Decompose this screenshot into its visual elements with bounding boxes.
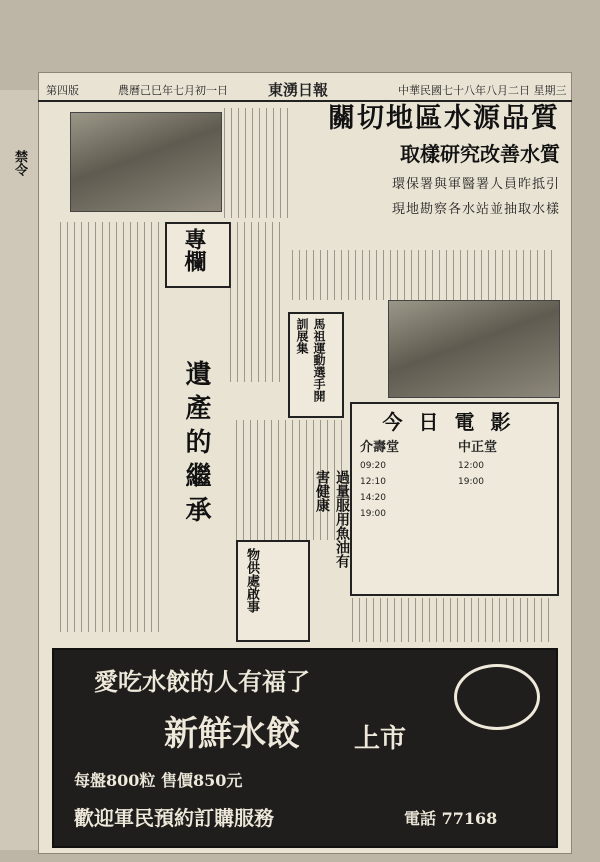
column-text-right (230, 222, 285, 382)
mid-box-headline: 過量服用魚油有害健康 (314, 470, 350, 568)
ad-line-1: 愛吃水餃的人有福了 (94, 667, 310, 696)
theater-2-name: 介壽堂 (360, 440, 400, 455)
column-text (60, 222, 165, 632)
subhead-2: 現地勘察各水站並抽取水樣 (391, 202, 560, 217)
movie-listings (350, 402, 559, 596)
sidebar-title: 禁令 (12, 150, 27, 176)
subhead-1: 環保署與軍醫署人員昨抵引 (391, 177, 560, 192)
lead-story-text (292, 250, 554, 300)
ad-line-5: 上市 (354, 724, 407, 754)
side-strip (0, 90, 38, 850)
notice-title: 物供處啟事 (244, 548, 259, 613)
lead-photo (70, 112, 222, 212)
ad-line-3: 每盤800粒 售價850元 (74, 771, 243, 790)
lunar-line: 農曆己巳年七月初一日 (118, 84, 228, 97)
photo-caption-text (224, 108, 288, 218)
dumpling-advertisement (52, 648, 558, 848)
movie-title: 今日電影 (382, 410, 527, 434)
theater-1 (458, 436, 550, 487)
column-title: 遺產的繼承 (181, 360, 211, 530)
lower-right-text (352, 598, 552, 642)
short-box-headline: 馬祖運動選手開訓展集 (295, 318, 326, 402)
lead-story-headline (292, 104, 560, 217)
column-brand-box (165, 222, 231, 288)
theater-2-time-3: 14:20 (360, 493, 386, 503)
paper-name: 東湧日報 (268, 81, 329, 99)
theater-2-time-4: 19:00 (360, 509, 386, 519)
theater-2-time-2: 12:10 (360, 477, 386, 487)
notice-box (236, 540, 310, 642)
headline-2: 取樣研究改善水質 (400, 142, 560, 166)
ad-line-4: 歡迎軍民預約訂購服務 (74, 806, 274, 830)
theater-1-name: 中正堂 (458, 440, 498, 455)
theater-1-time-2: 19:00 (458, 477, 484, 487)
masthead (38, 78, 572, 102)
construction-photo (388, 300, 560, 398)
headline-1: 關切地區水源品質 (328, 103, 560, 134)
ad-line-2: 新鮮水餃 (164, 714, 300, 754)
theater-2-time-1: 09:20 (360, 461, 386, 471)
dumpling-logo-icon (454, 664, 540, 730)
theater-2 (360, 436, 452, 519)
ad-phone: 電話 77168 (404, 809, 498, 828)
page-number: 第四版 (46, 84, 79, 97)
date-line: 中華民國七十八年八月二日 星期三 (398, 84, 567, 97)
column-brand: 專欄 (181, 228, 207, 272)
short-box (288, 312, 344, 418)
theater-1-time-1: 12:00 (458, 461, 484, 471)
